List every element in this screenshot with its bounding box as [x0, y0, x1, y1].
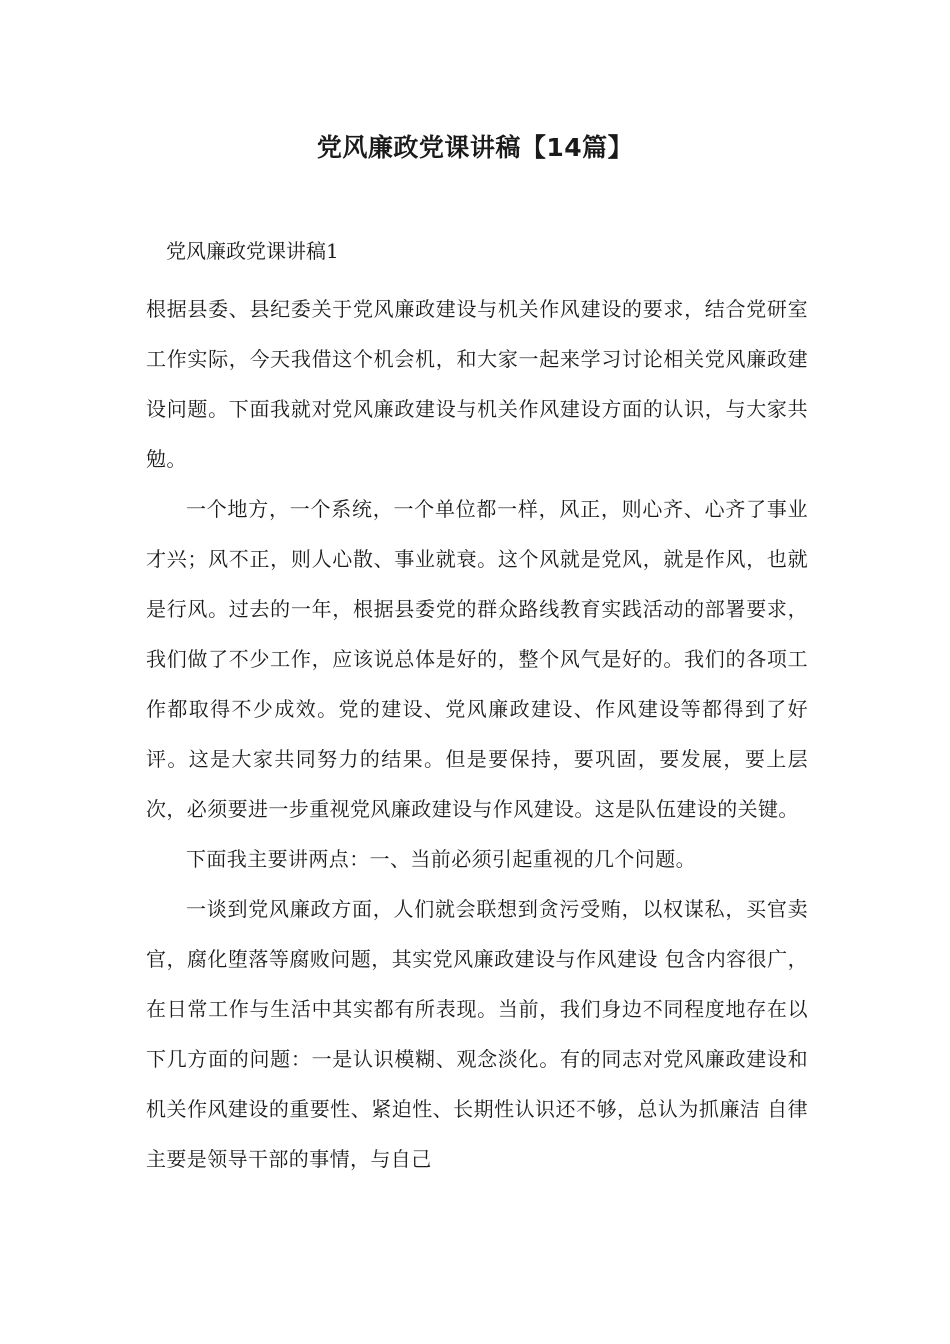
body-paragraph: 一谈到党风廉政方面，人们就会联想到贪污受贿，以权谋私，买官卖官，腐化堕落等腐败问题，其实党风廉政建设与作风建设 包含内容很广，在日常工作与生活中其实都有所表现。当前，我们身边不同程度地存在以下几方面的问题：一是认识模糊、观念淡化。有的同志对党风廉政建设和机关作风建设的重要性、紧迫性、长期性认识还不够，总认为抓廉洁 自律主要是领导干部的事情，与自己: [146, 897, 808, 1171]
body-paragraph: 根据县委、县纪委关于党风廉政建设与机关作风建设的要求，结合党研室工作实际，今天我借这个机会机，和大家一起来学习讨论相关党风廉政建设问题。下面我就对党风廉政建设与机关作风建设方面的认识，与大家共勉。: [146, 297, 808, 471]
document-body: [146, 284, 808, 1184]
body-paragraph: 一个地方，一个系统，一个单位都一样，风正，则心齐、心齐了事业才兴；风不正，则人心散、事业就衰。这个风就是党风，就是作风，也就是行风。过去的一年，根据县委党的群众路线教育实践活动的部署要求，我们做了不少工作，应该说总体是好的，整个风气是好的。我们的各项工作都取得不少成效。党的建设、党风廉政建设、作风建设等都得到了好评。这是大家共同努力的结果。但是要保持，要巩固，要发展，要上层次，必须要进一步重视党风廉政建设与作风建设。这是队伍建设的关键。: [146, 497, 808, 821]
section-heading: 党风廉政党课讲稿1: [166, 239, 339, 263]
document-title: 党风廉政党课讲稿【14篇】: [316, 133, 634, 162]
body-paragraph: 下面我主要讲两点：一、当前必须引起重视的几个问题。: [186, 847, 696, 871]
